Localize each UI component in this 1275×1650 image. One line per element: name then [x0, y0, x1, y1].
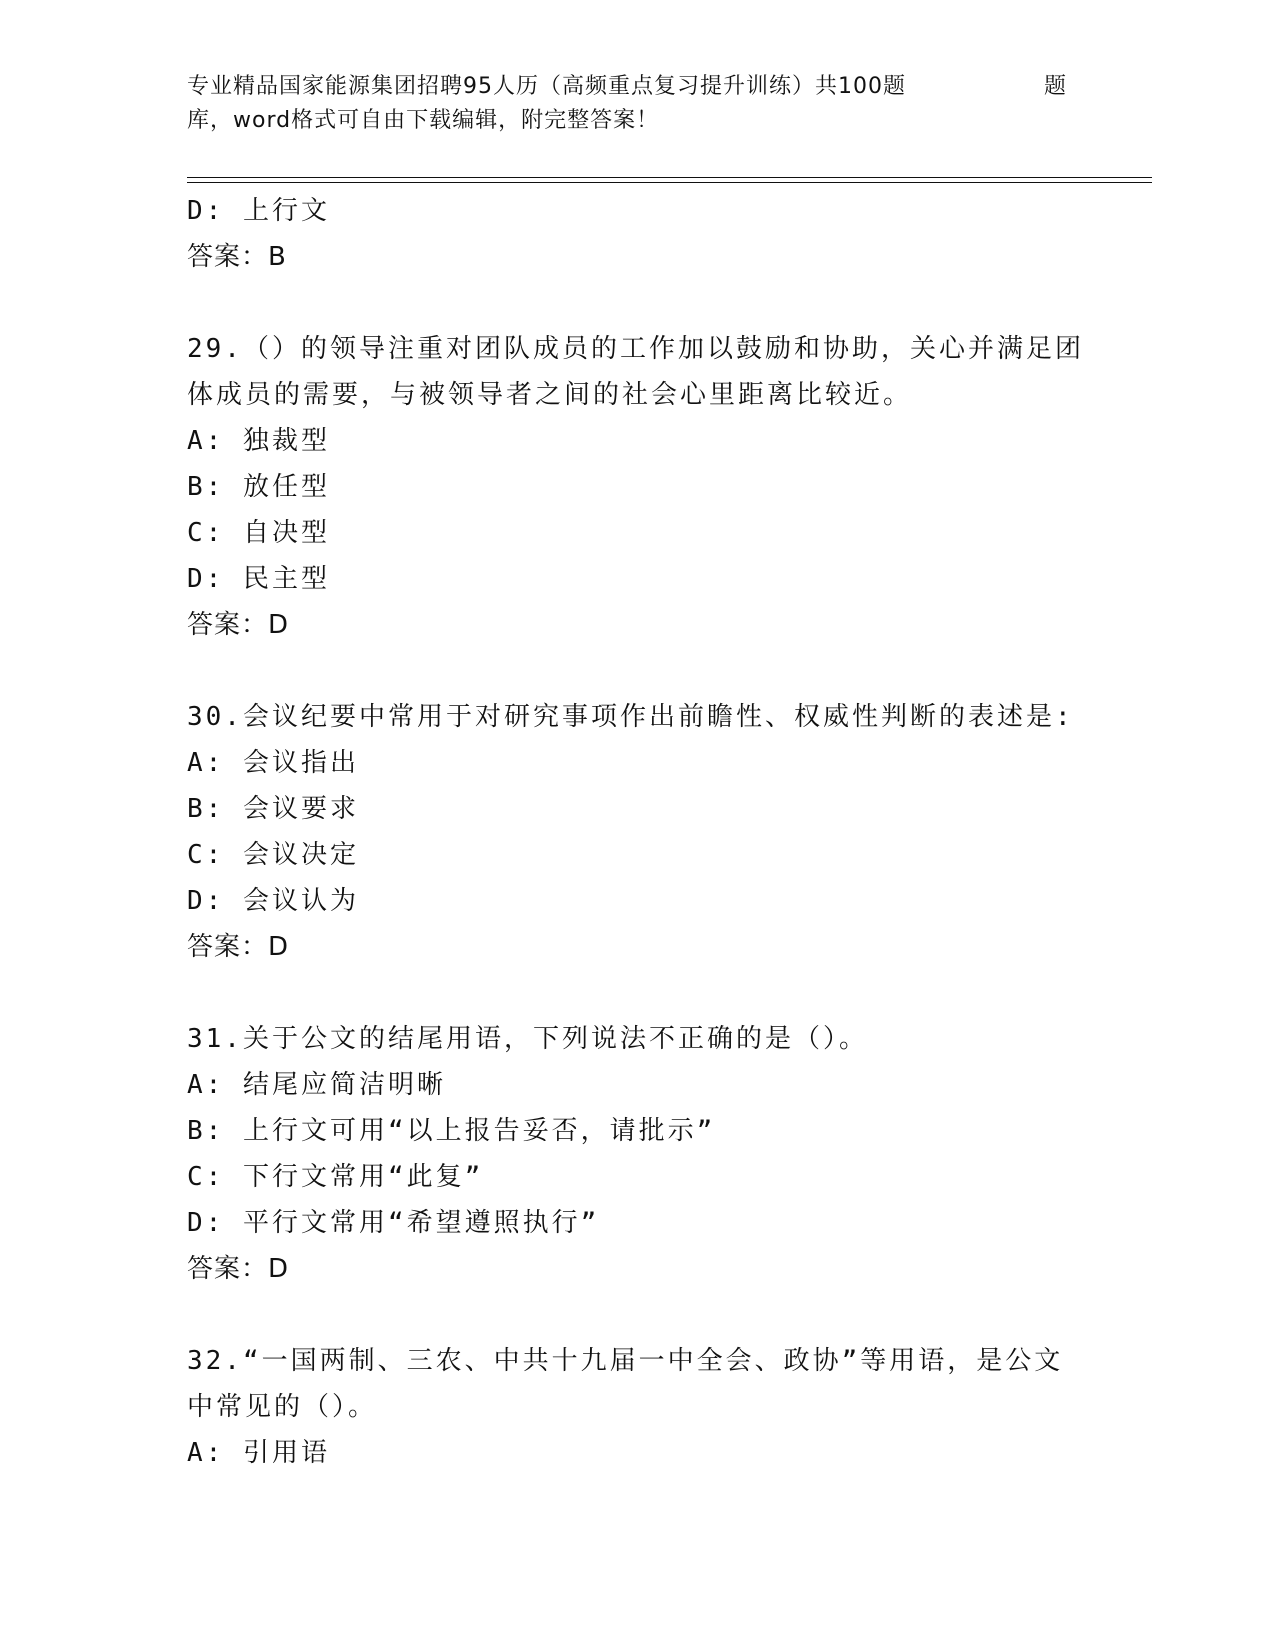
- answer: 答案：D: [187, 1254, 290, 1284]
- option-c: C: 会议决定: [187, 840, 359, 870]
- question-31: [187, 1016, 1087, 1292]
- header-subtitle: 库，word格式可自由下载编辑，附完整答案！: [187, 108, 660, 133]
- question-list: [187, 188, 1087, 1476]
- header-title-tail: 题: [1043, 74, 1067, 99]
- spacer: [187, 648, 1087, 694]
- question-text: 31.关于公文的结尾用语，下列说法不正确的是（）。: [187, 1024, 868, 1054]
- header-rule-bottom: [187, 182, 1152, 183]
- answer: 答案：D: [187, 610, 290, 640]
- option-a: A: 会议指出: [187, 748, 359, 778]
- question-32: [187, 1338, 1087, 1476]
- option-d: D: 上行文: [187, 196, 330, 226]
- question-text-line-1: 32.“一国两制、三农、中共十九届一中全会、政协”等用语，是公文: [187, 1346, 1064, 1376]
- option-a: A: 结尾应简洁明晰: [187, 1070, 446, 1100]
- option-c: C: 下行文常用“此复”: [187, 1162, 484, 1192]
- option-d: D: 平行文常用“希望遵照执行”: [187, 1208, 600, 1238]
- option-b: B: 上行文可用“以上报告妥否，请批示”: [187, 1116, 716, 1146]
- header-rule-top: [187, 177, 1152, 178]
- option-b: B: 会议要求: [187, 794, 359, 824]
- question-text-line-2: 体成员的需要，与被领导者之间的社会心里距离比较近。: [187, 380, 913, 410]
- question-28: [187, 188, 1087, 280]
- question-30: [187, 694, 1087, 970]
- question-text-line-1: 29.（）的领导注重对团队成员的工作加以鼓励和协助，关心并满足团: [187, 334, 1084, 364]
- question-text: 30.会议纪要中常用于对研究事项作出前瞻性、权威性判断的表述是:: [187, 702, 1074, 732]
- option-d: D: 会议认为: [187, 886, 359, 916]
- question-29: [187, 326, 1087, 648]
- page-header: [187, 70, 1067, 138]
- option-b: B: 放任型: [187, 472, 330, 502]
- answer: 答案：B: [187, 242, 287, 272]
- question-text-line-2: 中常见的（）。: [187, 1392, 378, 1422]
- header-line-1: [187, 70, 1067, 104]
- spacer: [187, 1292, 1087, 1338]
- spacer: [187, 280, 1087, 326]
- option-a: A: 引用语: [187, 1438, 330, 1468]
- header-title: 专业精品国家能源集团招聘95人历（高频重点复习提升训练）共100题: [187, 74, 906, 99]
- option-a: A: 独裁型: [187, 426, 330, 456]
- option-c: C: 自决型: [187, 518, 330, 548]
- answer: 答案：D: [187, 932, 290, 962]
- spacer: [187, 970, 1087, 1016]
- option-d: D: 民主型: [187, 564, 330, 594]
